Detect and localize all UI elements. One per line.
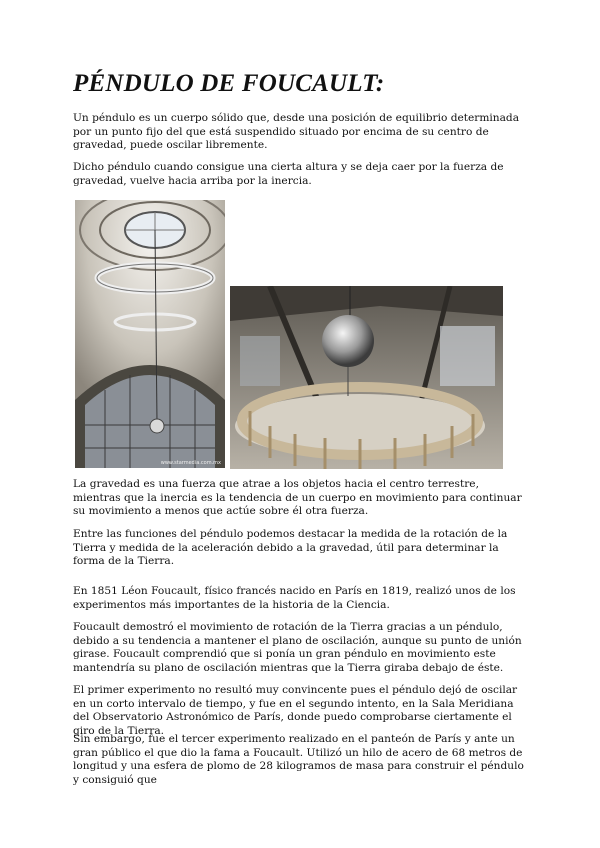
paragraph-foucault-1851: En 1851 Léon Foucault, físico francés nacido en París en 1819, realizó unos de los experimentos más importantes de la historia de la Ciencia. xyxy=(73,585,516,611)
pendulum-museum-photo xyxy=(230,286,503,469)
paragraph-third-experiment: Sin embargo, fue el tercer experimento realizado en el panteón de París y ante un gran público el que dio la fama a Foucault. Utilizó un hilo de acero de 68 metros de longitud y una esfera de plomo de 28 kilogramos de masa para construir el péndulo y consiguió que xyxy=(73,733,524,786)
paragraph-pendulum-functions: Entre las funciones del péndulo podemos destacar la medida de la rotación de la Tierra y medida de la aceleración debido a la gravedad, útil para determinar la forma de la Tierra. xyxy=(73,528,508,567)
museum-illustration xyxy=(230,286,503,469)
dome-illustration xyxy=(75,200,225,468)
page-title: PÉNDULO DE FOUCAULT: xyxy=(73,70,385,97)
paragraph-first-experiment: El primer experimento no resultó muy convincente pues el péndulo dejó de oscilar en un corto intervalo de tiempo, y fue en el segundo intento, en la Sala Meridiana del Observatorio Astronómico de París, donde puedo comprobarse ciertamente el giro de la Tierra. xyxy=(73,684,518,737)
paragraph-definition: Un péndulo es un cuerpo sólido que, desde una posición de equilibrio determinada por un punto fijo del que está suspendido situado por encima de su centro de gravedad, puede oscilar libremente. xyxy=(73,112,520,151)
pendulum-dome-photo xyxy=(75,200,225,468)
paragraph-gravity-inertia: Dicho péndulo cuando consigue una cierta altura y se deja caer por la fuerza de gravedad, vuelve hacia arriba por la inercia. xyxy=(73,161,504,187)
photo-watermark: www.starmedia.com.mx xyxy=(160,460,221,466)
paragraph-gravity-definition: La gravedad es una fuerza que atrae a los objetos hacia el centro terrestre, mientras que la inercia es la tendencia de un cuerpo en movimiento para continuar su movimiento a menos que actúe sobre él otra fuerza. xyxy=(73,478,522,517)
paragraph-foucault-demonstration: Foucault demostró el movimiento de rotación de la Tierra gracias a un péndulo, debido a su tendencia a mantener el plano de oscilación, aunque su punto de unión girase. Foucault comprendió que si ponía un gran péndulo en movimiento este mantendría su plano de oscilación mientras que la Tierra giraba debajo de éste. xyxy=(73,621,522,674)
